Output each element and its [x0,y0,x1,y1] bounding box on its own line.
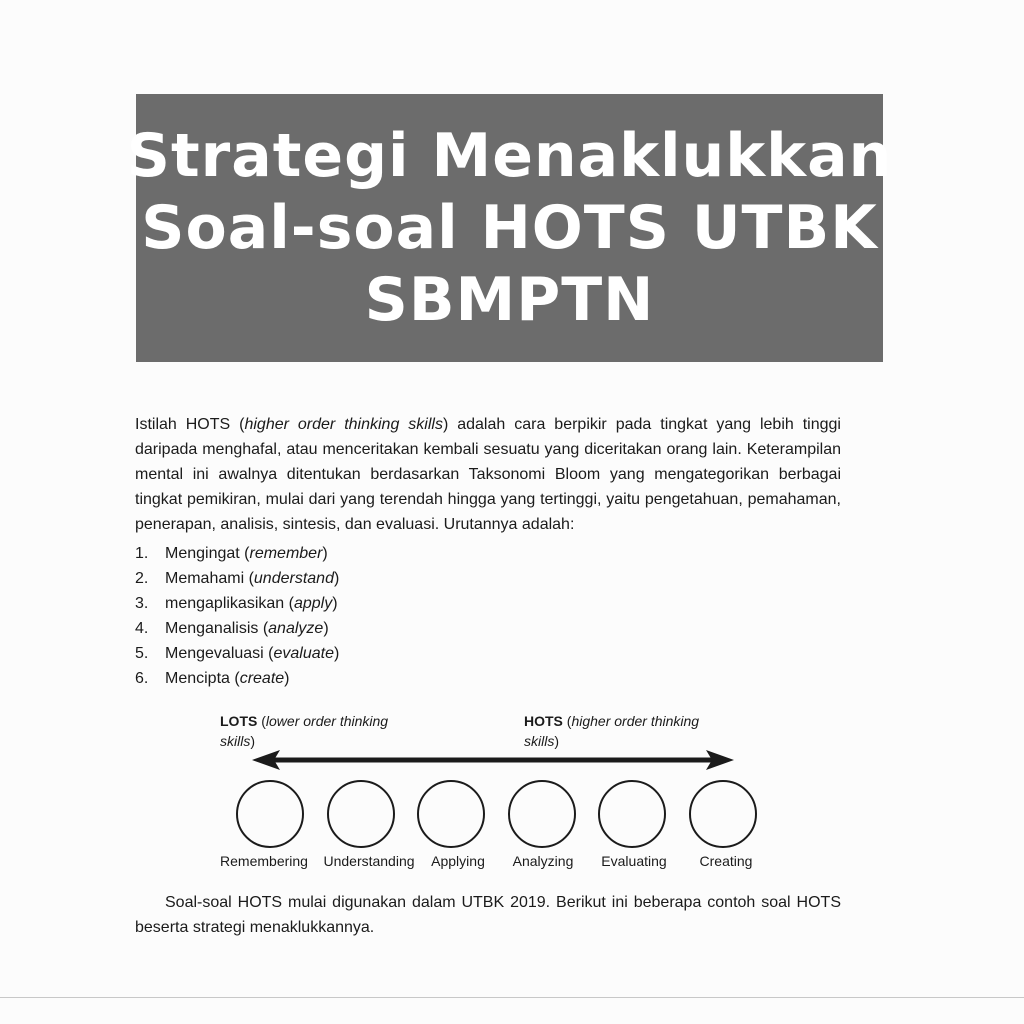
lots-close: ) [250,733,256,749]
title-line-2: Soal-soal HOTS UTBK [141,193,878,263]
list-item-text: Mencipta ( [165,670,240,687]
hots-definition: higher order thinking [571,713,700,729]
list-item-text: Menganalisis ( [165,620,269,637]
lots-definition-2: skills [220,733,251,749]
list-item-close: ) [334,645,340,662]
hots-definition-2: skills [524,733,555,749]
list-item-close: ) [332,595,338,612]
stage-label-remembering: Remembering [220,853,308,869]
list-item-text: Mengingat ( [165,545,250,562]
stage-circle [508,780,576,848]
stage-label-applying: Applying [431,853,485,869]
title-line-3: SBMPTN [364,265,655,335]
list-item-text: Memahami ( [165,570,254,587]
closing-paragraph: Soal-soal HOTS mulai digunakan dalam UTBK 2019. Berikut ini beberapa contoh soal HOTS beserta strategi menaklukkannya. [135,894,841,936]
lots-definition: lower order thinking [265,713,389,729]
stage-circle [327,780,395,848]
list-item-italic: understand [253,570,334,587]
list-item-text: mengaplikasikan ( [165,595,294,612]
bloom-list [135,541,339,691]
list-item [135,566,339,591]
list-item [135,591,339,616]
list-item-close: ) [322,545,328,562]
stage-label-understanding: Understanding [323,853,415,869]
list-item-italic: create [239,670,285,687]
lots-abbrev: LOTS [220,713,258,729]
list-item-number: 1. [135,545,149,562]
hots-label [524,711,724,751]
stage-circle [417,780,485,848]
bottom-divider [0,997,1024,998]
stage-circle [236,780,304,848]
list-item [135,641,339,666]
list-item-italic: analyze [268,620,324,637]
list-item-text: Mengevaluasi ( [165,645,274,662]
hots-abbrev: HOTS [524,713,563,729]
list-item-close: ) [333,570,340,587]
list-item-close: ) [323,620,329,637]
list-item [135,541,339,566]
list-item-number: 6. [135,670,149,687]
intro-paragraph [135,412,841,537]
list-item-number: 3. [135,595,149,612]
list-item-italic: apply [293,595,333,612]
list-item-close: ) [284,670,290,687]
stage-circle [598,780,666,848]
title-banner [126,94,893,362]
list-item-italic: evaluate [273,645,334,662]
hots-open: ( [562,713,572,729]
title-line-1: Strategi Menaklukkan [126,121,893,191]
lots-open: ( [257,713,266,729]
list-item-italic: remember [249,545,323,562]
lots-label [220,711,420,751]
intro-text-start: Istilah HOTS ( [135,416,245,433]
hots-close: ) [554,733,560,749]
intro-text-italic: higher order thinking skills [244,416,443,433]
stage-label-analyzing: Analyzing [512,853,574,869]
list-item [135,666,339,691]
stage-label-evaluating: Evaluating [601,853,667,869]
list-item [135,616,339,641]
list-item-number: 4. [135,620,149,637]
stage-circle [689,780,757,848]
list-item-number: 5. [135,645,149,662]
intro-text-rest: ) adalah cara berpikir pada tingkat yang lebih tinggi daripada menghafal, atau menceritakan kembali sesuatu yang diceritakan orang lain. Keterampilan mental ini awalnya ditentukan berdasarkan Taksonomi Bloom yang mengategorikan berbagai tingkat pemikiran, mulai dari yang terendah hingga yang tertinggi, yaitu pengetahuan, pemahaman, penerapan, analisis, sintesis, dan evaluasi. Urutannya adalah: [135,416,841,533]
list-item-number: 2. [135,570,149,587]
stage-label-creating: Creating [699,853,753,869]
double-arrow-icon [252,748,734,772]
